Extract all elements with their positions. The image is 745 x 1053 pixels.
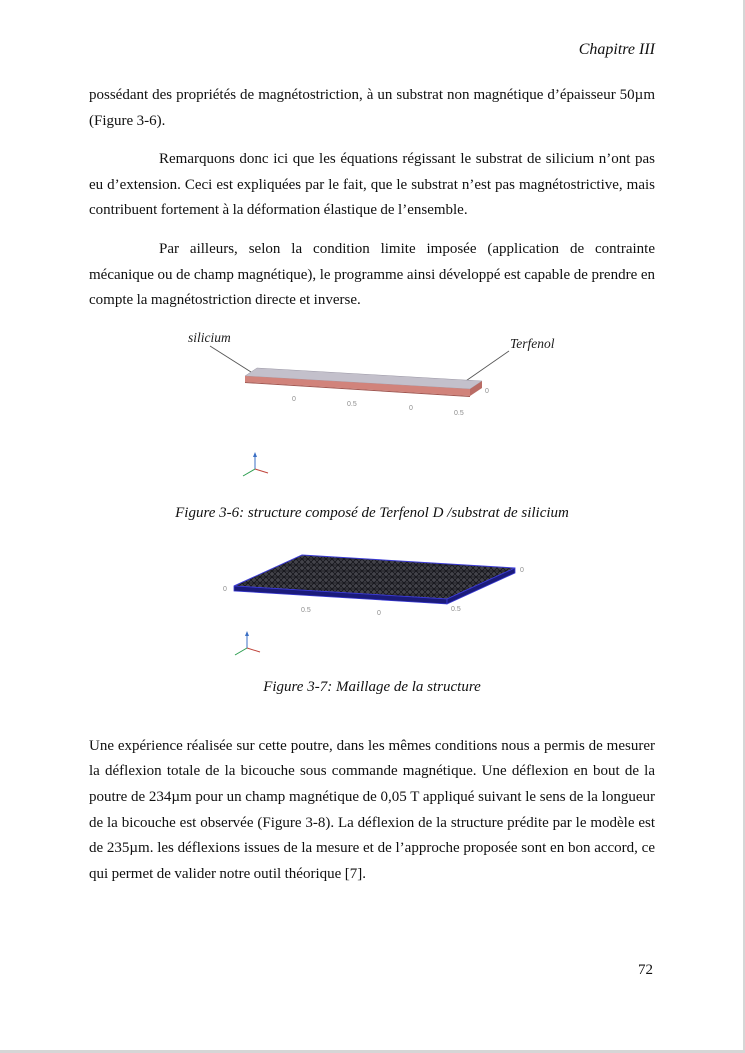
fig37-tick: 0 (223, 585, 227, 593)
fig37-tick: 0 (520, 566, 524, 574)
paragraph-1: possédant des propriétés de magnétostriction, à un substrat non magnétique d’épaisseur 50µm (Figure 3-6). (89, 87, 655, 129)
fig36-leader-line-left (210, 346, 251, 372)
fig36-leader-line-right (460, 351, 509, 385)
fig36-tick: 0 (485, 387, 489, 395)
figure-3-7-image (89, 538, 656, 673)
fig36-tick: 0 (409, 404, 413, 412)
paragraph-3: Par ailleurs, selon la condition limite imposée (application de contrainte mécanique ou de champ magnétique), le programme ainsi développé est capable de prendre en compte la magnétostriction directe et inverse. (89, 240, 655, 309)
fig37-tick: 0 (377, 609, 381, 617)
fig37-axis-triad-icon (235, 631, 260, 655)
page-number: 72 (638, 962, 653, 978)
fig36-label-terfenol: Terfenol (510, 335, 555, 351)
figure-3-7 (89, 538, 656, 673)
fig37-tick: 0.5 (301, 606, 311, 614)
figure-3-6-image (89, 327, 656, 497)
figure-3-6 (89, 327, 656, 497)
figure-3-6-caption: Figure 3-6: structure composé de Terfenol D /substrat de silicium (175, 504, 569, 521)
fig36-tick: 0.5 (347, 400, 357, 408)
fig36-label-silicium: silicium (188, 329, 231, 345)
figure-3-7-caption: Figure 3-7: Maillage de la structure (263, 678, 481, 695)
paragraph-4: Une expérience réalisée sur cette poutre, dans les mêmes conditions nous a permis de mesurer la déflexion totale de la bicouche sous commande magnétique. Une déflexion en bout de la poutre de 234µm pour un champ magnétique de 0,05 T appliqué suivant le sens de la longueur de la bicouche est observée (Figure 3-8). La déflexion de la structure prédite par le modèle est de 235µm. les déflexions issues de la mesure et de l’approche proposée sont en bon accord, ce qui permet de valider notre outil théorique [7]. (89, 737, 655, 882)
fig37-tick: 0.5 (451, 605, 461, 613)
chapter-header: Chapitre III (578, 41, 655, 58)
fig36-axis-triad-icon (243, 452, 268, 476)
paragraph-2: Remarquons donc ici que les équations régissant le substrat de silicium n’ont pas eu d’extension. Ceci est expliquées par le fait, que le substrat n’est pas magnétostrictive, mais contribuent fortement à la déformation élastique de l’ensemble. (89, 151, 655, 219)
fig36-tick: 0 (292, 395, 296, 403)
fig36-tick: 0.5 (454, 409, 464, 417)
